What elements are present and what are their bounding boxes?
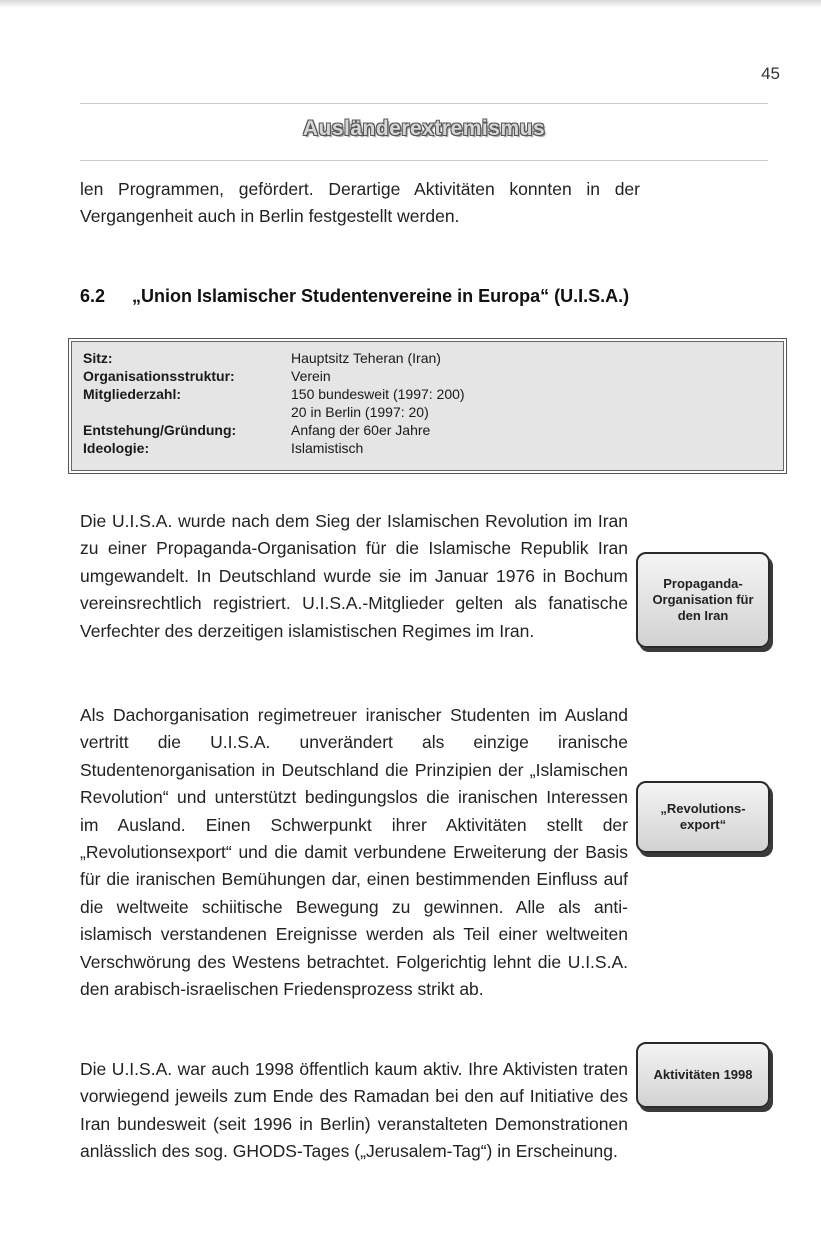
- fact-value: Verein: [291, 368, 331, 384]
- fact-label: Sitz:: [83, 350, 113, 366]
- header-rule-top: [80, 103, 768, 104]
- fact-value: Anfang der 60er Jahre: [291, 422, 431, 438]
- fact-label: Organisationsstruktur:: [83, 368, 235, 384]
- section-number: 6.2: [80, 286, 106, 306]
- fact-value: 150 bundesweit (1997: 200): [291, 386, 465, 402]
- fact-value: Hauptsitz Teheran (Iran): [291, 350, 441, 366]
- header-rule-bottom: [80, 160, 768, 161]
- fact-label: Ideologie:: [83, 440, 150, 456]
- margin-note-aktivitaeten: Aktivitäten 1998: [636, 1042, 770, 1108]
- body-paragraph-2: Als Dachorganisation regimetreuer iranischer Studenten im Ausland vertritt die U.I.S.A. unverändert als einzige iranische Studentenorganisation in Deutschland die Prinzipien der „Islamischen Revolution“ und unterstützt bedingungslos die iranischen Interessen im Ausland. Einen Schwerpunkt ihrer Aktivitäten stellt der „Revolutionsexport“ und die damit verbundene Erweiterung der Basis für die iranischen Bemühungen dar, einen bestimmenden Einfluss auf die weltweite schiitische Bewegung zu gewinnen. Alle als anti-islamisch verstandenen Ereignisse werden als Teil einer weltweiten Verschwörung des Westens betrachtet. Folgerichtig lehnt die U.I.S.A. den arabisch-israelischen Friedensprozess strikt ab.: [80, 705, 628, 1000]
- margin-note-revolutionsexport: „Revolutions-export“: [636, 781, 770, 853]
- section-title: „Union Islamischer Studentenvereine in Europa“ (U.I.S.A.): [132, 286, 630, 306]
- page-number: 45: [761, 64, 780, 83]
- fact-label: Entstehung/Gründung:: [83, 422, 237, 438]
- margin-note-propaganda: Propaganda-Organisation für den Iran: [636, 552, 770, 648]
- fact-box: [68, 338, 787, 474]
- body-paragraph-3: Die U.I.S.A. war auch 1998 öffentlich kaum aktiv. Ihre Aktivisten traten vorwiegend jeweils zum Ende des Ramadan bei den auf Initiative des Iran bundesweit (seit 1996 in Berlin) veranstalteten Demonstrationen anlässlich des sog. GHODS-Tages („Jerusalem-Tag“) in Erscheinung.: [80, 1059, 628, 1162]
- running-head: Ausländerextremismus: [302, 117, 546, 140]
- scan-edge: [0, 0, 821, 8]
- intro-paragraph: len Programmen, gefördert. Derartige Aktivitäten konnten in der Vergangenheit auch in Berlin festgestellt werden.: [80, 179, 640, 227]
- fact-value-secondary: 20 in Berlin (1997: 20): [291, 404, 429, 420]
- fact-value: Islamistisch: [291, 440, 364, 456]
- section-heading: [80, 286, 770, 307]
- fact-label: Mitgliederzahl:: [83, 386, 182, 402]
- body-paragraph-1: Die U.I.S.A. wurde nach dem Sieg der Islamischen Revolution im Iran zu einer Propaganda-Organisation für die Islamische Republik Iran umgewandelt. In Deutschland wurde sie im Januar 1976 in Bochum vereinsrechtlich registriert. U.I.S.A.-Mitglieder gelten als fanatische Verfechter des derzeitigen islamistischen Regimes im Iran.: [80, 511, 628, 641]
